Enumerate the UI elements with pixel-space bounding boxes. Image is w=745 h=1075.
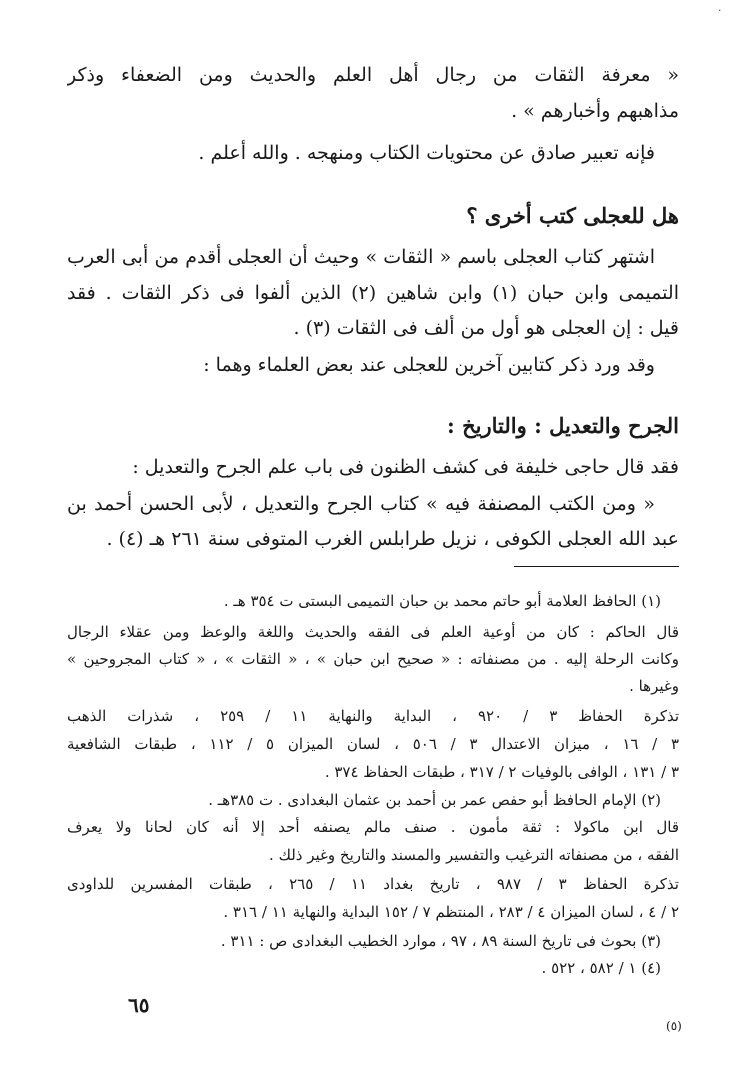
footnote-line: تذكرة الحفاظ ٣ / ٩٨٧ ، تاريخ بغداد ١١ / ٢٦٥ ، طبقات المفسرين للداودى (67, 875, 679, 893)
footnote-line: ٢ / ٤ ، لسان الميزان ٤ / ٢٨٣ ، المنتظم ٧ / ١٥٢ البداية والنهاية ١١ / ٣١٦ . (223, 903, 679, 921)
body-line: فقد قال حاجى خليفة فى كشف الظنون فى باب علم الجرح والتعديل : (132, 456, 679, 478)
footnote-line: قال ابن ماكولا : ثقة مأمون . صنف مالم يصنفه أحد إلا أنه كان لحانا ولا يعرف (67, 818, 679, 836)
footnote-line: ٣ / ١٣١ ، الوافى بالوفيات ٢ / ٣١٧ ، طبقات الحفاظ ٣٧٤ . (324, 763, 679, 781)
footnote-line: قال الحاكم : كان من أوعية العلم فى الفقه والحديث واللغة والوعظ ومن عقلاء الرجال (67, 623, 679, 641)
footnote-line: تذكرة الحفاظ ٣ / ٩٢٠ ، البداية والنهاية ١١ / ٢٥٩ ، شذرات الذهب (67, 707, 679, 725)
footnote-line: (١) الحافظ العلامة أبو حاتم محمد بن حبان التميمى البستى ت ٣٥٤ هـ . (223, 592, 661, 610)
footnote-line: الفقه ، من مصنفاته الترغيب والتفسير والمسند والتاريخ وغير ذلك . (269, 846, 679, 864)
section-heading: الجرح والتعديل : والتاريخ : (447, 413, 679, 438)
footnote-line: (٢) الإمام الحافظ أبو حفص عمر بن أحمد بن عثمان البغدادى . ت ٣٨٥هـ . (208, 791, 661, 809)
body-line: « ومن الكتب المصنفة فيه » كتاب الجرح والتعديل ، لأبى الحسن أحمد بن (67, 493, 655, 515)
body-line: التميمى وابن حبان (١) وابن شاهين (٢) الذين ألفوا فى ذكر الثقات . فقد (67, 282, 679, 304)
body-line: وقد ورد ذكر كتابين آخرين للعجلى عند بعض العلماء وهما : (203, 354, 655, 376)
body-line: اشتهر كتاب العجلى باسم « الثقات » وحيث أن العجلى أقدم من أبى العرب (67, 246, 655, 268)
section-heading: هل للعجلى كتب أخرى ؟ (466, 203, 679, 228)
page-number: ٦٥ (128, 993, 150, 1017)
footnote-line: ٣ / ١٦ ، ميزان الاعتدال ٣ / ٥٠٦ ، لسان الميزان ٥ / ١١٢ ، طبقات الشافعية (67, 735, 679, 753)
body-line: عبد الله العجلى الكوفى ، نزيل طرابلس الغرب المتوفى سنة ٢٦١ هـ (٤) . (106, 528, 679, 550)
body-line: مذاهبهم وأخبارهم » . (511, 100, 679, 122)
footnote-line: وغيرها . (629, 677, 679, 695)
footnote-separator (514, 566, 679, 567)
body-line: « معرفة الثقات من رجال أهل العلم والحديث ومن الضعفاء وذكر (67, 64, 679, 86)
signature-mark: (٥) (666, 1019, 682, 1033)
body-line: قيل : إن العجلى هو أول من ألف فى الثقات (٣) . (293, 317, 679, 339)
footnote-line: (٤) ١ / ٥٨٢ ، ٥٢٢ . (541, 959, 661, 977)
footnote-line: وكانت الرحلة إليه . من مصنفاته : « صحيح ابن حبان » ، « الثقات » ، « كتاب المجروحين » (67, 650, 679, 668)
body-line: فإنه تعبير صادق عن محتويات الكتاب ومنهجه . والله أعلم . (198, 142, 655, 164)
footnote-line: (٣) بحوث فى تاريخ السنة ٨٩ ، ٩٧ ، موارد الخطيب البغدادى ص : ٣١١ . (220, 932, 661, 950)
corner-mark: · (718, 4, 722, 17)
